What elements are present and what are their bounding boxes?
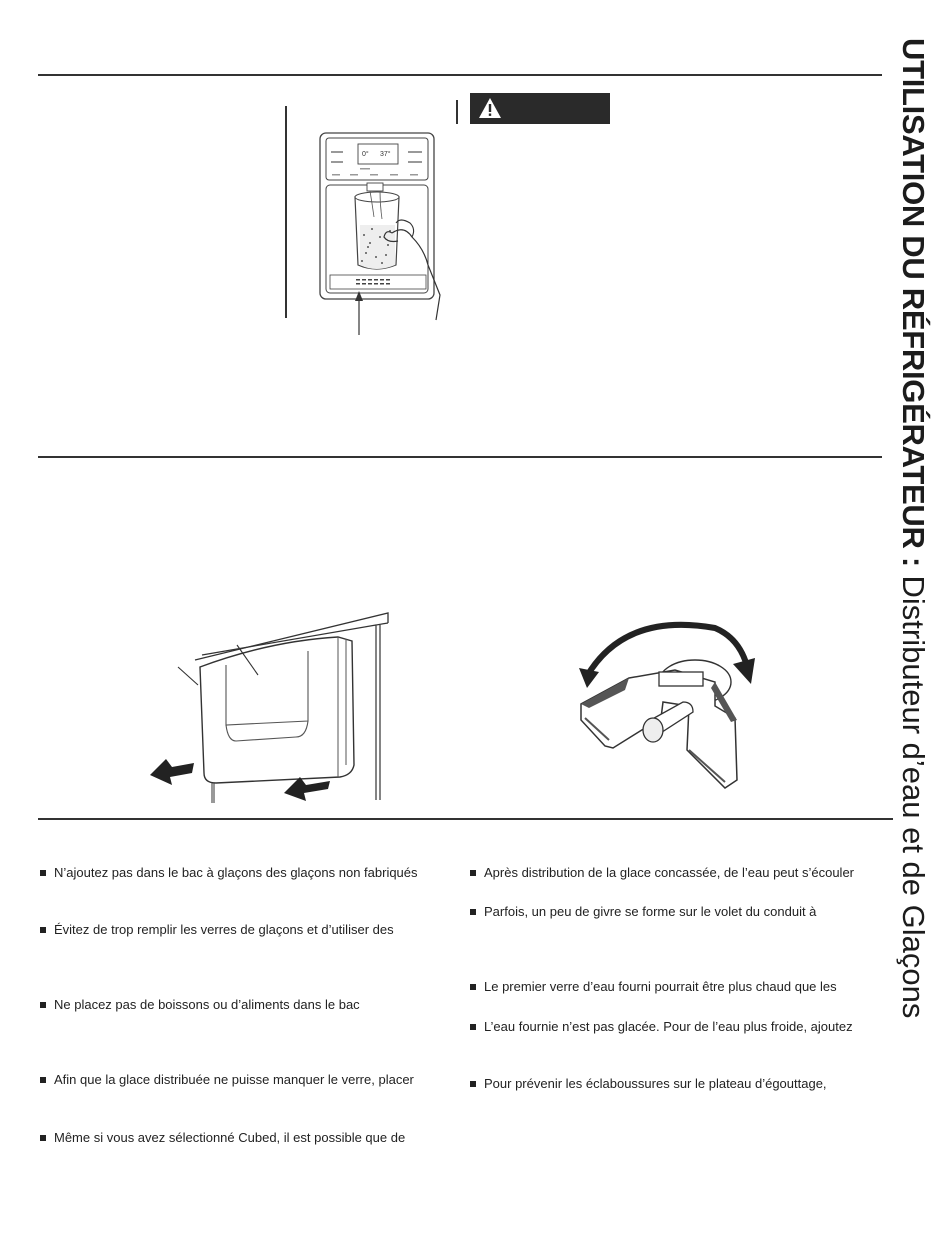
figure-separator-left — [285, 106, 287, 318]
list-item — [470, 979, 837, 994]
bullet-icon — [40, 1002, 46, 1008]
tip-text: N’ajoutez pas dans le bac à glaçons des glaçons non fabriqués — [54, 865, 418, 880]
list-item — [470, 1076, 827, 1091]
list-item — [40, 1130, 405, 1145]
tip-text: Afin que la glace distribuée ne puisse manquer le verre, placer — [54, 1072, 414, 1087]
display-temp-right: 37° — [380, 151, 391, 158]
bullet-icon — [470, 870, 476, 876]
list-item — [40, 865, 418, 880]
list-item — [40, 997, 360, 1012]
warning-banner — [470, 93, 610, 124]
side-title-bold: UTILISATION DU RÉFRIGÉRATEUR : — [896, 38, 931, 567]
tip-text: Après distribution de la glace concassée, de l’eau peut s’écouler — [484, 865, 855, 880]
list-item — [40, 1072, 414, 1087]
bullet-icon — [470, 1081, 476, 1087]
tip-text: Parfois, un peu de givre se forme sur le volet du conduit à — [484, 904, 817, 919]
section-divider-top — [38, 74, 882, 76]
section-divider-bottom — [38, 818, 893, 820]
warning-icon — [478, 97, 502, 119]
list-item — [470, 904, 816, 919]
side-title-light: Distributeur d’eau et de Glaçons — [896, 575, 931, 1019]
tip-text: Même si vous avez sélectionné Cubed, il est possible que de — [54, 1130, 406, 1145]
section-divider-middle — [38, 456, 882, 458]
figure-separator-right — [456, 100, 458, 124]
list-item — [40, 922, 394, 937]
bullet-icon — [470, 984, 476, 990]
bullet-icon — [470, 909, 476, 915]
auger-coupling-illustration — [565, 610, 765, 800]
display-temp-left: 0° — [362, 151, 369, 158]
list-item — [470, 1019, 853, 1034]
bullet-icon — [40, 927, 46, 933]
ice-bucket-removal-illustration — [140, 605, 400, 810]
bullet-icon — [40, 1077, 46, 1083]
tip-text: Le premier verre d’eau fourni pourrait être plus chaud que les — [484, 979, 837, 994]
bullet-icon — [40, 1135, 46, 1141]
tip-text: Ne placez pas de boissons ou d’aliments dans le bac — [54, 997, 360, 1012]
bullet-icon — [470, 1024, 476, 1030]
list-item — [470, 865, 854, 880]
side-section-title — [891, 38, 935, 1078]
tip-text: Évitez de trop remplir les verres de glaçons et d’utiliser des — [54, 922, 394, 937]
tip-text: Pour prévenir les éclaboussures sur le plateau d’égouttage, — [484, 1076, 827, 1091]
tip-text: L’eau fournie n’est pas glacée. Pour de l’eau plus froide, ajoutez — [484, 1019, 853, 1034]
bullet-icon — [40, 870, 46, 876]
dispenser-illustration — [300, 125, 460, 340]
